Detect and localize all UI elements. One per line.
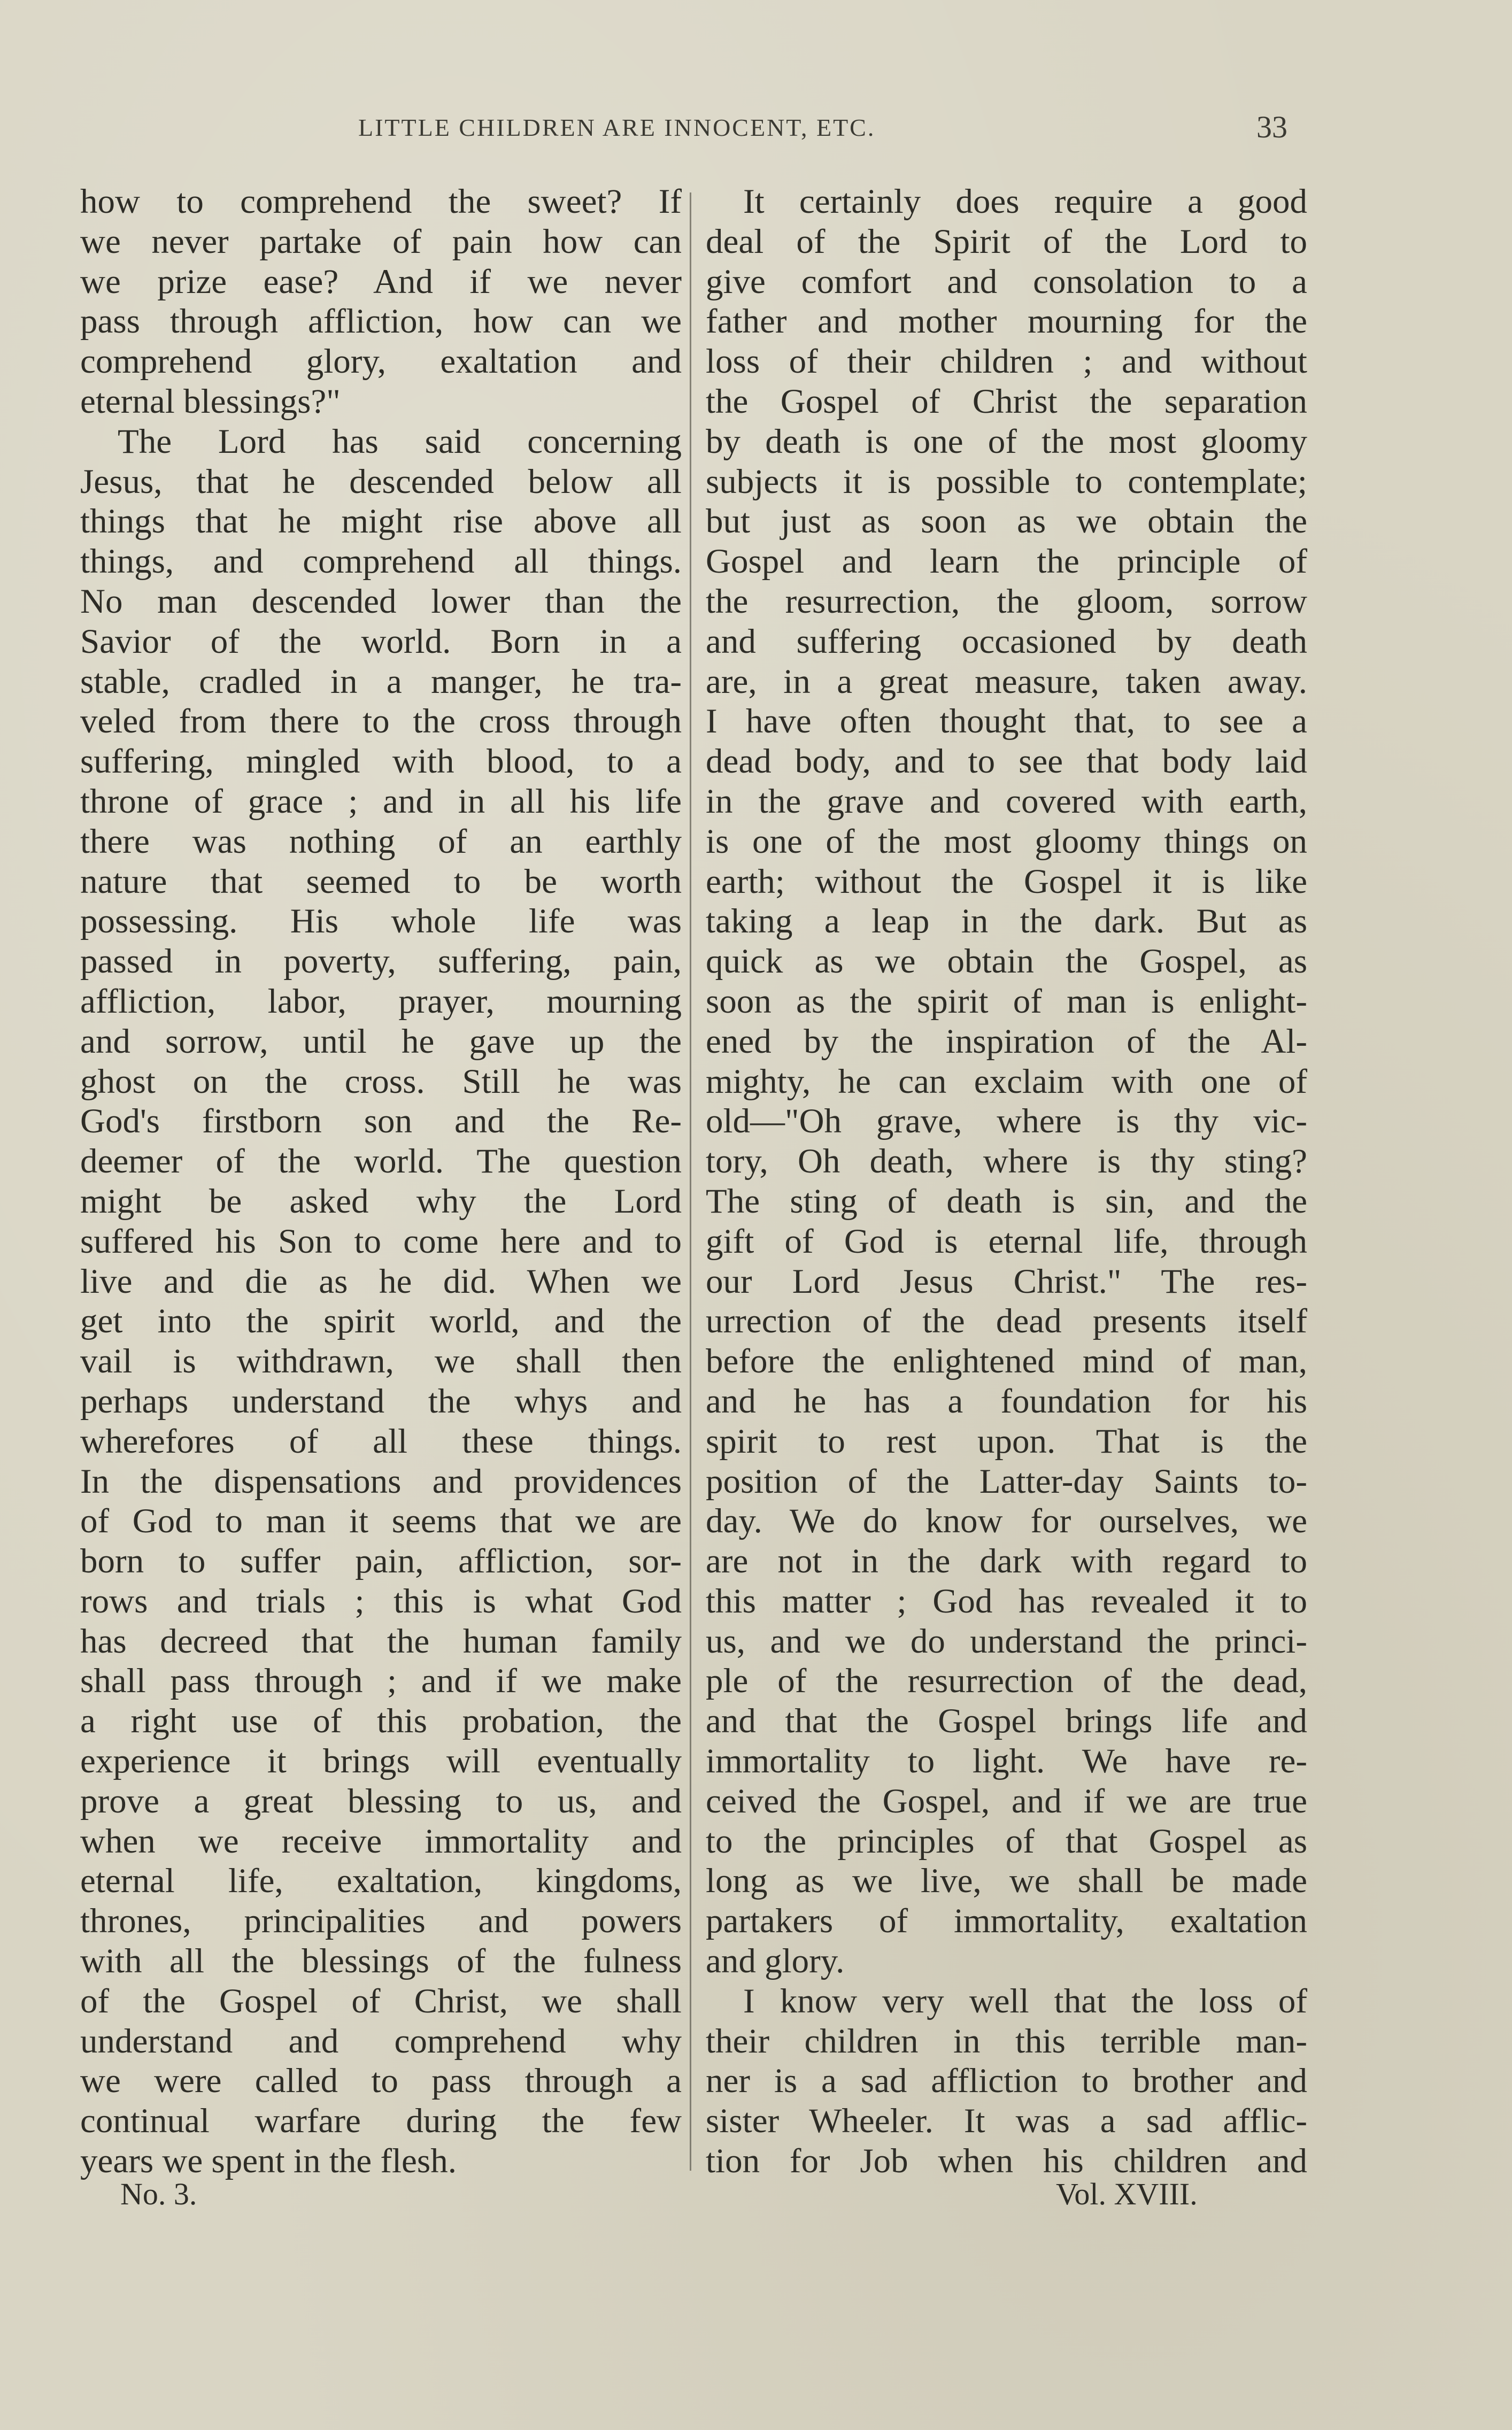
text-line: possessing. His whole life was (80, 902, 682, 941)
text-line: deemer of the world. The question (80, 1142, 682, 1181)
text-line: Savior of the world. Born in a (80, 622, 682, 661)
text-line: sister Wheeler. It was a sad afflic- (706, 2102, 1307, 2141)
text-line: and suffering occasioned by death (706, 622, 1307, 661)
text-line: Gospel and learn the principle of (706, 542, 1307, 581)
text-line: with all the blessings of the fulness (80, 1942, 682, 1981)
text-line: experience it brings will eventually (80, 1742, 682, 1781)
text-line: to the principles of that Gospel as (706, 1822, 1307, 1861)
text-line: mighty, he can exclaim with one of (706, 1062, 1307, 1101)
text-line: throne of grace ; and in all his life (80, 782, 682, 821)
text-line: but just as soon as we obtain the (706, 502, 1307, 541)
text-line: rows and trials ; this is what God (80, 1582, 682, 1621)
running-head (0, 107, 1512, 150)
text-line: get into the spirit world, and the (80, 1302, 682, 1341)
text-line: continual warfare during the few (80, 2102, 682, 2141)
text-line: are, in a great measure, taken away. (706, 662, 1307, 701)
text-line: of the Gospel of Christ, we shall (80, 1981, 682, 2020)
text-line: things that he might rise above all (80, 502, 682, 541)
text-line: might be asked why the Lord (80, 1182, 682, 1221)
text-line: No man descended lower than the (80, 582, 682, 621)
right-text-column (706, 182, 1307, 2181)
text-line: nature that seemed to be worth (80, 862, 682, 901)
text-line: ened by the inspiration of the Al- (706, 1022, 1307, 1061)
text-line: In the dispensations and providences (80, 1462, 682, 1501)
text-line: we prize ease? And if we never (80, 262, 682, 301)
text-line: we never partake of pain how can (80, 222, 682, 261)
text-line: how to comprehend the sweet? If (80, 182, 682, 221)
text-line: father and mother mourning for the (706, 302, 1307, 341)
text-line: and he has a foundation for his (706, 1382, 1307, 1421)
signature-mark: No. 3. (120, 2177, 197, 2211)
text-line: ceived the Gospel, and if we are true (706, 1781, 1307, 1820)
text-line: I have often thought that, to see a (706, 702, 1307, 741)
column-rule (690, 192, 691, 2171)
text-line: vail is withdrawn, we shall then (80, 1342, 682, 1381)
text-line: day. We do know for ourselves, we (706, 1502, 1307, 1541)
page-number: 33 (1256, 110, 1287, 144)
text-line: are not in the dark with regard to (706, 1542, 1307, 1581)
text-line: and sorrow, until he gave up the (80, 1022, 682, 1061)
text-line: and that the Gospel brings life and (706, 1702, 1307, 1741)
text-line: soon as the spirit of man is enlight- (706, 982, 1307, 1021)
text-line: this matter ; God has revealed it to (706, 1582, 1307, 1621)
text-line: taking a leap in the dark. But as (706, 902, 1307, 941)
text-line: live and die as he did. When we (80, 1262, 682, 1301)
text-line: ghost on the cross. Still he was (80, 1062, 682, 1101)
text-line: give comfort and consolation to a (706, 262, 1307, 301)
text-line: in the grave and covered with earth, (706, 782, 1307, 821)
text-line: I know very well that the loss of (743, 1981, 1307, 2020)
text-line: gift of God is eternal life, through (706, 1222, 1307, 1261)
text-line: before the enlightened mind of man, (706, 1342, 1307, 1381)
text-line: born to suffer pain, affliction, sor- (80, 1542, 682, 1581)
text-line: when we receive immortality and (80, 1822, 682, 1861)
text-line: tion for Job when his children and (706, 2142, 1307, 2181)
text-line: a right use of this probation, the (80, 1702, 682, 1741)
text-line: veled from there to the cross through (80, 702, 682, 741)
left-text-column (80, 182, 682, 2181)
text-line: stable, cradled in a manger, he tra- (80, 662, 682, 701)
text-line: tory, Oh death, where is thy sting? (706, 1142, 1307, 1181)
text-line: passed in poverty, suffering, pain, (80, 942, 682, 981)
text-line: years we spent in the flesh. (80, 2142, 457, 2181)
text-line: The Lord has said concerning (118, 422, 682, 461)
text-line: deal of the Spirit of the Lord to (706, 222, 1307, 261)
text-line: eternal blessings?" (80, 382, 341, 421)
text-line: affliction, labor, prayer, mourning (80, 982, 682, 1021)
text-line: has decreed that the human family (80, 1622, 682, 1661)
text-line: is one of the most gloomy things on (706, 822, 1307, 861)
text-line: immortality to light. We have re- (706, 1742, 1307, 1781)
text-line: the Gospel of Christ the separation (706, 382, 1307, 421)
text-line: quick as we obtain the Gospel, as (706, 942, 1307, 981)
running-title: LITTLE CHILDREN ARE INNOCENT, ETC. (358, 114, 876, 141)
text-line: and glory. (706, 1942, 845, 1981)
text-line: the resurrection, the gloom, sorrow (706, 582, 1307, 621)
text-line: prove a great blessing to us, and (80, 1781, 682, 1820)
text-line: partakers of immortality, exaltation (706, 1902, 1307, 1941)
volume-mark: Vol. XVIII. (1056, 2177, 1198, 2211)
text-line: our Lord Jesus Christ." The res- (706, 1262, 1307, 1301)
text-line: suffered his Son to come here and to (80, 1222, 682, 1261)
text-line: urrection of the dead presents itself (706, 1302, 1307, 1341)
text-line: ner is a sad affliction to brother and (706, 2062, 1307, 2101)
text-line: their children in this terrible man- (706, 2022, 1307, 2061)
text-line: long as we live, we shall be made (706, 1862, 1307, 1901)
text-line: eternal life, exaltation, kingdoms, (80, 1862, 682, 1901)
text-line: loss of their children ; and without (706, 342, 1307, 381)
text-line: wherefores of all these things. (80, 1422, 682, 1461)
text-line: perhaps understand the whys and (80, 1382, 682, 1421)
text-line: there was nothing of an earthly (80, 822, 682, 861)
text-line: us, and we do understand the princi- (706, 1622, 1307, 1661)
text-line: Jesus, that he descended below all (80, 462, 682, 501)
text-line: thrones, principalities and powers (80, 1902, 682, 1941)
text-line: understand and comprehend why (80, 2022, 682, 2061)
text-line: spirit to rest upon. That is the (706, 1422, 1307, 1461)
text-line: position of the Latter-day Saints to- (706, 1462, 1307, 1501)
text-line: by death is one of the most gloomy (706, 422, 1307, 461)
text-line: earth; without the Gospel it is like (706, 862, 1307, 901)
text-line: God's firstborn son and the Re- (80, 1102, 682, 1141)
text-line: The sting of death is sin, and the (706, 1182, 1307, 1221)
text-line: things, and comprehend all things. (80, 542, 682, 581)
text-line: dead body, and to see that body laid (706, 742, 1307, 781)
text-line: old—"Oh grave, where is thy vic- (706, 1102, 1307, 1141)
text-line: of God to man it seems that we are (80, 1502, 682, 1541)
text-line: comprehend glory, exaltation and (80, 342, 682, 381)
text-line: It certainly does require a good (743, 182, 1307, 221)
text-line: pass through affliction, how can we (80, 302, 682, 341)
text-line: shall pass through ; and if we make (80, 1662, 682, 1701)
text-line: suffering, mingled with blood, to a (80, 742, 682, 781)
text-line: we were called to pass through a (80, 2062, 682, 2101)
text-line: subjects it is possible to contemplate; (706, 462, 1307, 501)
text-line: ple of the resurrection of the dead, (706, 1662, 1307, 1701)
